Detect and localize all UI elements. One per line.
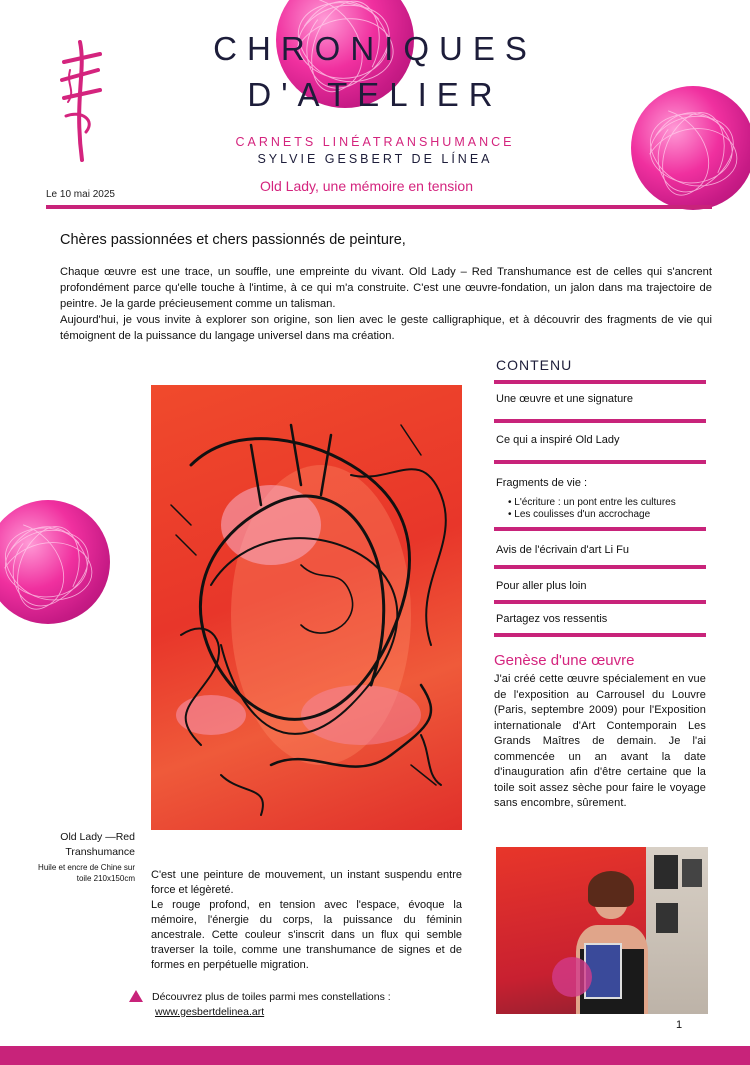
issue-title: Old Lady, une mémoire en tension	[260, 178, 473, 194]
intro-paragraph-1: Chaque œuvre est une trace, un souffle, une empreinte du vivant. Old Lady – Red Transhumance est de celles qui s'ancrent profondément parce qu'elle touche à l'intime, à ce qui m'a construite. C'est une œuvre-fondation, un jalon dans ma trajectoire de peintre. Je la garde précieusement comme un talisman.	[60, 266, 712, 310]
toc-divider	[494, 633, 706, 637]
newsletter-subtitle: CARNETS LINÉATRANSHUMANCE	[235, 135, 515, 149]
author-name: SYLVIE GESBERT DE LÍNEA	[257, 152, 493, 166]
header-divider	[46, 205, 712, 209]
page-title-line2: D'ATELIER	[247, 76, 503, 113]
painting-strokes-icon	[151, 385, 462, 830]
toc-heading: CONTENU	[496, 357, 573, 373]
intro-paragraph-2: Aujourd'hui, je vous invite à explorer son origine, son lien avec le geste calligraphique, et à découvrir des fragments de vie qui témoignent de la puissance du langage universel dans ma création.	[60, 314, 712, 342]
toc-sub-item-label: Les coulisses d'un accrochage	[514, 509, 651, 520]
decorative-pink-sphere-right	[631, 86, 750, 210]
artist-photo	[496, 847, 708, 1014]
toc-item-oeuvre-signature[interactable]: Une œuvre et une signature	[496, 393, 633, 405]
genese-text: J'ai créé cette œuvre spécialement en vue de l'exposition au Carrousel du Louvre (Paris, septembre 2009) pour l'Exposition internationale d'Art Contemporain Les Grands Maîtres de demain. Je l'ai commencée un an avant la date d'inauguration afin d'être certaine que la toile soit assez sèche pour faire le voyage sans encombre, sûrement.	[494, 673, 706, 809]
link-intro: Découvrez plus de toiles parmi mes constellations :	[152, 991, 391, 1003]
toc-divider	[494, 460, 706, 464]
artwork-painting	[151, 385, 462, 830]
toc-item-avis-li-fu[interactable]: Avis de l'écrivain d'art Li Fu	[496, 544, 629, 556]
page-number: 1	[676, 1019, 683, 1031]
body-paragraph-1: C'est une peinture de mouvement, un instant suspendu entre force et légèreté.	[151, 869, 462, 896]
footer-bar	[0, 1046, 750, 1065]
toc-divider	[494, 419, 706, 423]
decorative-pink-sphere-left	[0, 500, 110, 624]
page-title-line1: CHRONIQUES	[213, 30, 537, 67]
toc-sub-item-label: L'écriture : un pont entre les cultures	[514, 497, 676, 508]
toc-sub-item-coulisses[interactable]: • Les coulisses d'un accrochage	[508, 509, 651, 520]
greeting: Chères passionnées et chers passionnés de peinture,	[60, 232, 406, 248]
scribble-texture-icon	[0, 500, 110, 624]
toc-item-aller-plus-loin[interactable]: Pour aller plus loin	[496, 580, 587, 592]
toc-item-fragments[interactable]: Fragments de vie :	[496, 477, 588, 489]
toc-sub-item-ecriture[interactable]: • L'écriture : un pont entre les cultures	[508, 497, 676, 508]
artwork-caption-title: Old Lady —Red Transhumance	[60, 831, 135, 858]
triangle-bullet-icon	[129, 990, 143, 1002]
scribble-texture-icon	[631, 86, 750, 210]
toc-divider	[494, 565, 706, 569]
artwork-caption-medium: Huile et encre de Chine sur toile 210x150cm	[38, 863, 135, 883]
toc-divider	[494, 380, 706, 384]
website-link[interactable]: www.gesbertdelinea.art	[155, 1006, 265, 1018]
calligraphy-logo-icon	[56, 40, 106, 162]
genese-heading: Genèse d'une œuvre	[494, 652, 635, 669]
toc-item-inspiration[interactable]: Ce qui a inspiré Old Lady	[496, 434, 620, 446]
body-paragraph-2: Le rouge profond, en tension avec l'espace, évoque la mémoire, l'énergie du corps, la puissance du féminin ancestrale. Cette couleur s'inscrit dans un flux qui semble traverser la toile, comme une transhumance de signes et de formes en perpétuelle migration.	[151, 899, 462, 971]
toc-divider	[494, 527, 706, 531]
toc-divider	[494, 600, 706, 604]
issue-date: Le 10 mai 2025	[46, 189, 115, 200]
toc-item-ressentis[interactable]: Partagez vos ressentis	[496, 613, 608, 625]
